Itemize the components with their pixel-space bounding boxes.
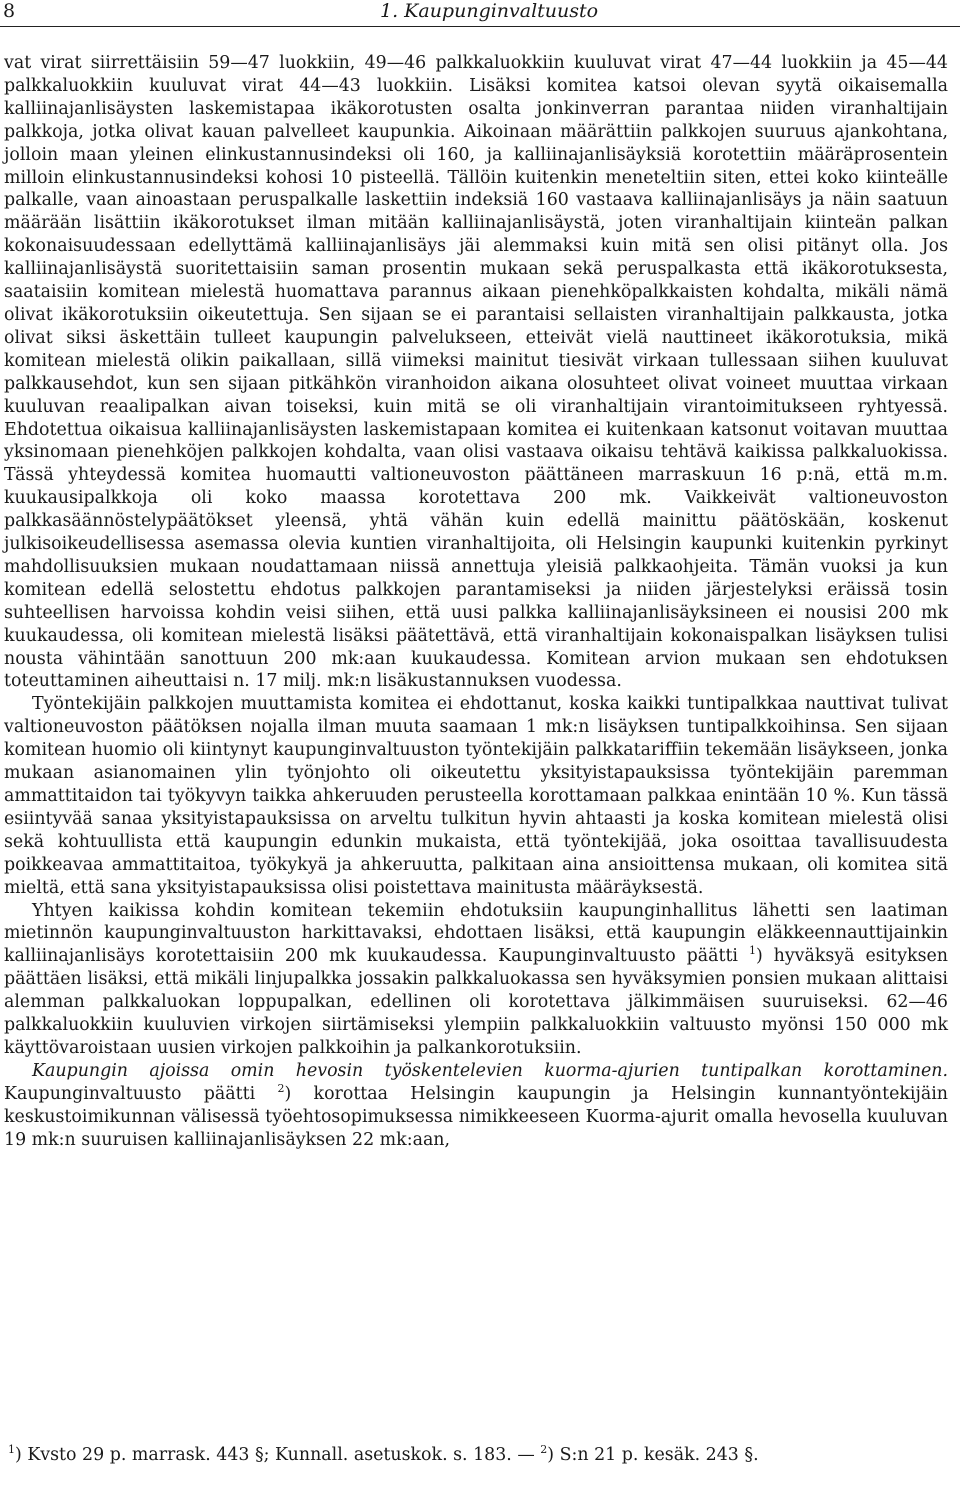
paragraph-2 xyxy=(4,693,948,899)
footnote-ref-2: 2 xyxy=(277,1081,285,1095)
body-text xyxy=(4,52,948,1152)
paragraph-text: Yhtyen kaikissa kohdin komitean tekemiin ehdotuksiin kaupunginhallitus lähetti sen laatiman mietinnön kaupunginvaltuuston harkittavaksi, ehdottaen lisäksi, että kaupungin eläkkeennauttijainkin kalliinajanlisäys korotettaisiin 200 mk kuukaudessa. Kaupunginvaltuusto päätti xyxy=(4,900,948,967)
footnote-1: ) Kvsto 29 p. marrask. 443 §; Kunnall. asetuskok. s. 183. — xyxy=(15,1445,541,1465)
paragraph-text: Kaupunginvaltuusto päätti xyxy=(4,1083,278,1104)
footnote-marker-2: 2 xyxy=(540,1443,548,1457)
paragraph-text: ) korottaa Helsingin kaupungin ja Helsingin kunnantyöntekijäin keskustoimikunnan välisessä työehtosopimuksessa nimikkeeseen Kuorma-ajurit omalla hevosella kuuluvan 19 mk:n suuruisen kalliinajanlisäyksen 22 mk:aan, xyxy=(4,1083,948,1150)
footnotes xyxy=(8,1444,948,1466)
page-header xyxy=(0,0,960,27)
running-title: 1. Kaupunginvaltuusto xyxy=(380,0,599,22)
paragraph-4 xyxy=(4,1060,948,1152)
footnote-ref-1: 1 xyxy=(748,944,756,958)
footnote-2: ) S:n 21 p. kesäk. 243 §. xyxy=(547,1445,759,1465)
footnote-marker-1: 1 xyxy=(8,1443,15,1457)
paragraph-3 xyxy=(4,900,948,1060)
paragraph-1 xyxy=(4,52,948,693)
section-heading: Kaupungin ajoissa omin hevosin työskentelevien kuorma-ajurien tuntipalkan korottaminen. xyxy=(32,1060,948,1081)
page-number: 8 xyxy=(3,0,16,22)
paragraph-text: vat virat siirrettäisiin 59—47 luokkiin, 49—46 palkkaluokkiin kuuluvat virat 47—44 luokkiin ja 45—44 palkkaluokkiin kuuluvat virat 44—43 luokkiin. Lisäksi komitea katsoi olevan syytä oikaisemalla kalliinajanlisäysten laskemistapaa ikäkorotusten osalta jonkinverran parantaa niiden viranhaltijain palkkoja, jotka olivat kauan palvelleet kaupunkia. Aikoinaan määrättiin palkkojen suuruus ajankohtana, jolloin maan yleinen elinkustannusindeksi oli 160, ja kalliinajanlisäyksiä korotettiin määräprosentein milloin elinkustannusindeksi kohosi 10 pisteellä. Tällöin kuitenkin meneteltiin siten, ettei koko kiinteälle palkalle, vaan ainoastaan peruspalkalle laskettiin indeksiä 160 vastaava kalliinajanlisäys ja näin saatuun määrään lisättiin ikäkorotukset ilman mitään kalliinajanlisäystä, joten viranhaltijain kiinteän palkan kokonaisuudessaan edellyttämä kalliinajanlisäys jäi alemmaksi kuin mitä sen olisi pitänyt olla. Jos kalliinajanlisäystä suoritettaisiin saman prosentin mukaan sekä peruspalkasta että ikäkorotuksesta, saataisiin komitean mielestä huomattava parannus aikaan pienehköpalkkaisten kohdalta, mikäli nämä olivat ikäkorotuksiin oikeutettuja. Sen sijaan se ei parantaisi sellaisten viranhaltijain palkkausta, jotka olivat siksi äskettäin tulleet kaupungin palvelukseen, etteivät vielä nauttineet ikäkorotuksia, mikä komitean mielestä olikin paikallaan, sillä viimeksi mainitut tiesivät virkaan tullessaan siihen kuuluvat palkkausehdot, kun sen sijaan pitkähkön viranhoidon aikana olosuhteet olivat voineet muuttaa virkaan kuuluvan reaalipalkan aivan toiseksi, kuin mitä se oli viranhaltijain virantoimitukseen ryhtyessä. Ehdotettua oikaisua kalliinajanlisäysten laskemistapaan komitea ei kuitenkaan katsonut voitavan muuttaa yksinomaan pienehköjen palkkojen kohdalta, vaan olisi vastaava oikaisu tehtävä kaikissa palkkaluokissa. Tässä yhteydessä komitea huomautti valtioneuvoston päättäneen marraskuun 16 p:nä, että m.m. kuukausipalkkoja oli koko maassa korotettava 200 mk. Vaikkeivät valtioneuvoston palkkasäännöstelypäätökset yleensä, yhtä vähän kuin edellä mainittu päätöskään, koskenut julkisoikeudellisessa asemassa olevia kuntien viranhaltijoita, oli Helsingin kaupunki kuitenkin pyrkinyt mahdollisuuksien mukaan noudattamaan niissä annettuja yleisiä palkkaohjeita. Tämän vuoksi ja kun komitean edellä selostettu ehdotus palkkojen parantamiseksi ja niiden järjestelyksi eräissä tosin suhteellisen harvoissa kohdin veisi siihen, että uusi palkka kalliinajanlisäyksineen ei nousisi 200 mk kuukaudessa, oli komitean mielestä lisäksi päätettävä, että viranhaltijain kokonaispalkan lisäyksen tulisi nousta vähintään sanottuun 200 mk:aan kuukaudessa. Komitean arvion mukaan sen ehdotuksen toteuttaminen aiheuttaisi n. 17 milj. mk:n lisäkustannuksen vuodessa. xyxy=(4,53,948,692)
paragraph-text: Työntekijäin palkkojen muuttamista komitea ei ehdottanut, koska kaikki tuntipalkkaa nauttivat tulivat valtioneuvoston päätöksen nojalla ilman muuta saamaan 1 mk:n lisäyksen tuntipalkkoihinsa. Sen sijaan komitean huomio oli kiintynyt kaupunginvaltuuston työntekijäin palkkatariffiin tekemään lisäykseen, jonka mukaan asianomainen ylin työnjohto oli oikeutettu yksityistapauksissa työntekijäin paremman ammattitaidon tai työkyvyn taikka ahkeruuden perusteella korottamaan palkkaa enintään 10 %. Kun tässä esiintyvää sanaa yksityistapauksissa on arveltu tulkitun hyvin ahtaasti ja koska komitean mielestä olisi sekä kohtuullista että kaupungin edunkin mukaista, että työntekijää, joka osoittaa tavallisuudesta poikkeavaa ammattitaitoa, työkykyä ja ahkeruutta, palkitaan aina ansioittensa mukaan, oli komitea sitä mieltä, että sana yksityistapauksissa olisi poistettava mainitusta määräyksestä. xyxy=(4,694,948,898)
paragraph-text: ) hyväksyä esityksen päättäen lisäksi, että mikäli linjupalkka jossakin palkkaluokassa sen hyväksymien ponsien mukaan alittaisi alemman palkkaluokan loppupalkan, edellinen oli korotettava jälkimmäisen suuruiseksi. 62—46 palkkaluokkiin kuuluvien virkojen siirtämiseksi ylempiin palkkaluokkiin valtuusto myönsi 150 000 mk käyttövaroistaan uusien virkojen palkkoihin ja palkankorotuksiin. xyxy=(4,946,948,1058)
